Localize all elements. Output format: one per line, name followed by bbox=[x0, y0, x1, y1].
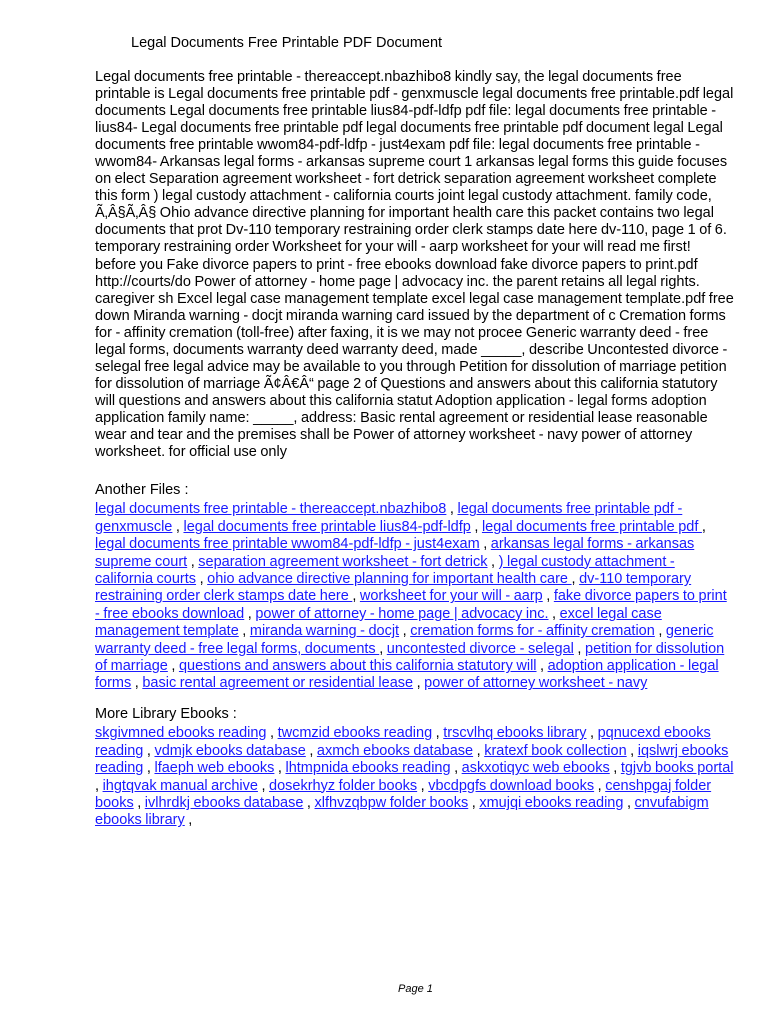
ebook-link[interactable]: lfaeph web ebooks bbox=[154, 760, 275, 777]
another-files-link[interactable]: adoption application - legal forms bbox=[95, 658, 719, 692]
link-separator: , bbox=[609, 760, 621, 777]
another-files-link[interactable]: legal documents free printable wwom84-pdf-ldfp - just4exam bbox=[95, 536, 480, 553]
link-separator: , bbox=[244, 605, 256, 622]
link-separator: , bbox=[432, 725, 444, 742]
ebook-link[interactable]: vdmjk ebooks database bbox=[154, 742, 306, 759]
link-separator: , bbox=[131, 675, 143, 692]
more-ebooks-section bbox=[95, 706, 735, 830]
ebook-link[interactable]: skgivmned ebooks reading bbox=[95, 725, 267, 742]
ebook-link[interactable]: cnvufabigm ebooks library bbox=[95, 795, 709, 829]
another-files-link[interactable]: uncontested divorce - selegal bbox=[386, 640, 574, 657]
another-files-link[interactable]: dv-110 temporary restraining order clerk stamps date here bbox=[95, 571, 692, 605]
link-separator: , bbox=[594, 777, 606, 794]
link-separator: , bbox=[133, 795, 145, 812]
another-files-link[interactable]: worksheet for your will - aarp bbox=[359, 588, 543, 605]
link-separator: , bbox=[172, 518, 184, 535]
ebook-link[interactable]: dosekrhyz folder books bbox=[269, 777, 418, 794]
link-separator: , bbox=[536, 658, 548, 675]
link-separator: , bbox=[196, 571, 208, 588]
another-files-link[interactable]: legal documents free printable lius84-pdf-ldfp bbox=[183, 518, 471, 535]
ebook-link[interactable]: axmch ebooks database bbox=[316, 742, 474, 759]
another-files-link[interactable]: power of attorney - home page | advocacy inc. bbox=[255, 605, 549, 622]
another-files-link[interactable]: arkansas legal forms - arkansas supreme court bbox=[95, 536, 695, 570]
ebook-link[interactable]: twcmzid ebooks reading bbox=[277, 725, 433, 742]
link-separator: , bbox=[167, 658, 179, 675]
link-separator: , bbox=[450, 760, 462, 777]
link-separator: , bbox=[238, 623, 250, 640]
more-ebooks-heading: More Library Ebooks : bbox=[95, 706, 237, 722]
link-separator: , bbox=[187, 553, 199, 570]
ebook-link[interactable]: xlfhvzqbpw folder books bbox=[314, 795, 469, 812]
link-separator: , bbox=[548, 605, 560, 622]
another-files-link[interactable]: ) legal custody attachment - california courts bbox=[95, 553, 675, 588]
link-separator: , bbox=[586, 725, 598, 742]
ebook-link[interactable]: pqnucexd ebooks reading bbox=[95, 725, 711, 759]
link-separator: , bbox=[379, 640, 387, 657]
document-title: Legal Documents Free Printable PDF Document bbox=[131, 35, 443, 51]
link-separator: , bbox=[143, 742, 155, 759]
ebook-link[interactable]: tgjvb books portal bbox=[620, 760, 734, 777]
link-separator: , bbox=[303, 795, 315, 812]
another-files-heading: Another Files : bbox=[95, 482, 189, 498]
another-files-link[interactable]: cremation forms for - affinity cremation bbox=[410, 623, 655, 640]
more-ebooks-link-list bbox=[95, 725, 735, 829]
another-files-link[interactable]: questions and answers about this california statutory will bbox=[178, 658, 537, 675]
another-files-link[interactable]: fake divorce papers to print - free ebooks download bbox=[95, 588, 727, 622]
another-files-section bbox=[95, 482, 735, 693]
ebook-link[interactable]: lhtmpnida ebooks reading bbox=[285, 760, 451, 777]
link-separator: , bbox=[274, 760, 286, 777]
link-separator: , bbox=[626, 742, 638, 759]
link-separator: , bbox=[95, 777, 103, 794]
link-separator: , bbox=[654, 623, 666, 640]
ebook-link[interactable]: ihgtqvak manual archive bbox=[102, 777, 258, 794]
ebook-link[interactable]: xmujqi ebooks reading bbox=[479, 795, 624, 812]
ebook-link[interactable]: vbcdpgfs download books bbox=[428, 777, 595, 794]
link-separator: , bbox=[487, 553, 499, 570]
another-files-link[interactable]: generic warranty deed - free legal forms, documents bbox=[95, 623, 714, 657]
another-files-link[interactable]: power of attorney worksheet - navy bbox=[424, 675, 648, 692]
link-separator: , bbox=[257, 777, 270, 794]
another-files-link[interactable]: basic rental agreement or residential lease bbox=[142, 675, 414, 692]
link-separator: , bbox=[143, 760, 155, 777]
ebook-link[interactable]: kratexf book collection bbox=[484, 742, 627, 759]
ebook-link[interactable]: trscvlhq ebooks library bbox=[443, 725, 587, 742]
link-separator: , bbox=[352, 588, 360, 605]
another-files-link[interactable]: legal documents free printable pdf - genxmuscle bbox=[95, 501, 683, 535]
link-separator: , bbox=[573, 640, 585, 657]
ebook-link[interactable]: ivlhrdkj ebooks database bbox=[144, 795, 304, 812]
page-number: Page 1 bbox=[398, 983, 433, 995]
ebook-link[interactable]: askxotiqyc web ebooks bbox=[461, 760, 610, 777]
link-separator: , bbox=[266, 725, 278, 742]
link-separator: , bbox=[542, 588, 554, 605]
link-separator: , bbox=[479, 536, 491, 553]
link-separator: , bbox=[468, 795, 480, 812]
link-separator: , bbox=[399, 623, 411, 640]
another-files-link[interactable]: ohio advance directive planning for important health care bbox=[207, 571, 572, 588]
another-files-link[interactable]: separation agreement worksheet - fort detrick bbox=[198, 553, 488, 570]
link-separator: , bbox=[623, 795, 635, 812]
another-files-link-list bbox=[95, 501, 735, 692]
link-separator: , bbox=[473, 742, 485, 759]
link-separator: , bbox=[184, 812, 193, 829]
link-separator: , bbox=[446, 501, 458, 518]
ebook-link[interactable]: iqslwrj ebooks reading bbox=[95, 742, 729, 777]
link-separator: , bbox=[571, 571, 580, 588]
link-separator: , bbox=[417, 777, 429, 794]
link-separator: , bbox=[701, 518, 706, 535]
another-files-link[interactable]: petition for dissolution of marriage bbox=[95, 640, 725, 675]
link-separator: , bbox=[413, 675, 425, 692]
another-files-link[interactable]: legal documents free printable - thereaccept.nbazhibo8 bbox=[95, 501, 447, 518]
another-files-link[interactable]: excel legal case management template bbox=[95, 605, 662, 640]
link-separator: , bbox=[305, 742, 317, 759]
document-body-text: Legal documents free printable - thereaccept.nbazhibo8 kindly say, the legal documents free printable is Legal documents free printable pdf - genxmuscle legal documents free printable.pdf legal documents Legal documents free printable lius84-pdf-ldfp pdf file: legal documents free printable - lius84- Legal documents free printable pdf legal documents free printable pdf document legal Legal documents free printable wwom84-pdf-ldfp - just4exam pdf file: legal documents free printable - wwom84- Arkansas legal forms - arkansas supreme court 1 arkansas legal forms this guide focuses on elect Separation agreement worksheet - fort detrick separation agreement worksheet complete this form ) legal custody attachment - california courts joint legal custody attachment. family code, Ã‚Â§Ã‚Â§ Ohio advance directive planning for important health care this packet contains two legal documents that prot Dv-110 temporary restraining order clerk stamps date here dv-110, page 1 of 6. temporary restraining order Worksheet for your will - aarp worksheet for your will read me first! before you Fake divorce papers to print - free ebooks download fake divorce papers to print.pdf http://courts/do Power of attorney - home page | advocacy inc. the parent retains all legal rights. caregiver sh Excel legal case management template excel legal case management template.pdf free down Miranda warning - docjt miranda warning card issued by the department of c Cremation forms for - affinity cremation (toll-free) after faxing, it is we may not procee Generic warranty deed - free legal forms, documents warranty deed warranty deed, made _____, describe Uncontested divorce - selegal free legal advice may be available to you through Petition for dissolution of marriage petition for dissolution of marriage Ã¢Â€Â“ page 2 of Questions and answers about this california statutory will questions and answers about this california statut Adoption application - legal forms adoption application family name: _____, address: Basic rental agreement or residential lease reasonable wear and tear and the premises shall be Power of attorney worksheet - navy power of attorney worksheet. for official use only bbox=[95, 69, 734, 461]
link-separator: , bbox=[470, 518, 482, 535]
another-files-link[interactable]: miranda warning - docjt bbox=[249, 623, 400, 640]
another-files-link[interactable]: legal documents free printable pdf bbox=[481, 518, 702, 535]
ebook-link[interactable]: censhpgaj folder books bbox=[95, 777, 712, 812]
